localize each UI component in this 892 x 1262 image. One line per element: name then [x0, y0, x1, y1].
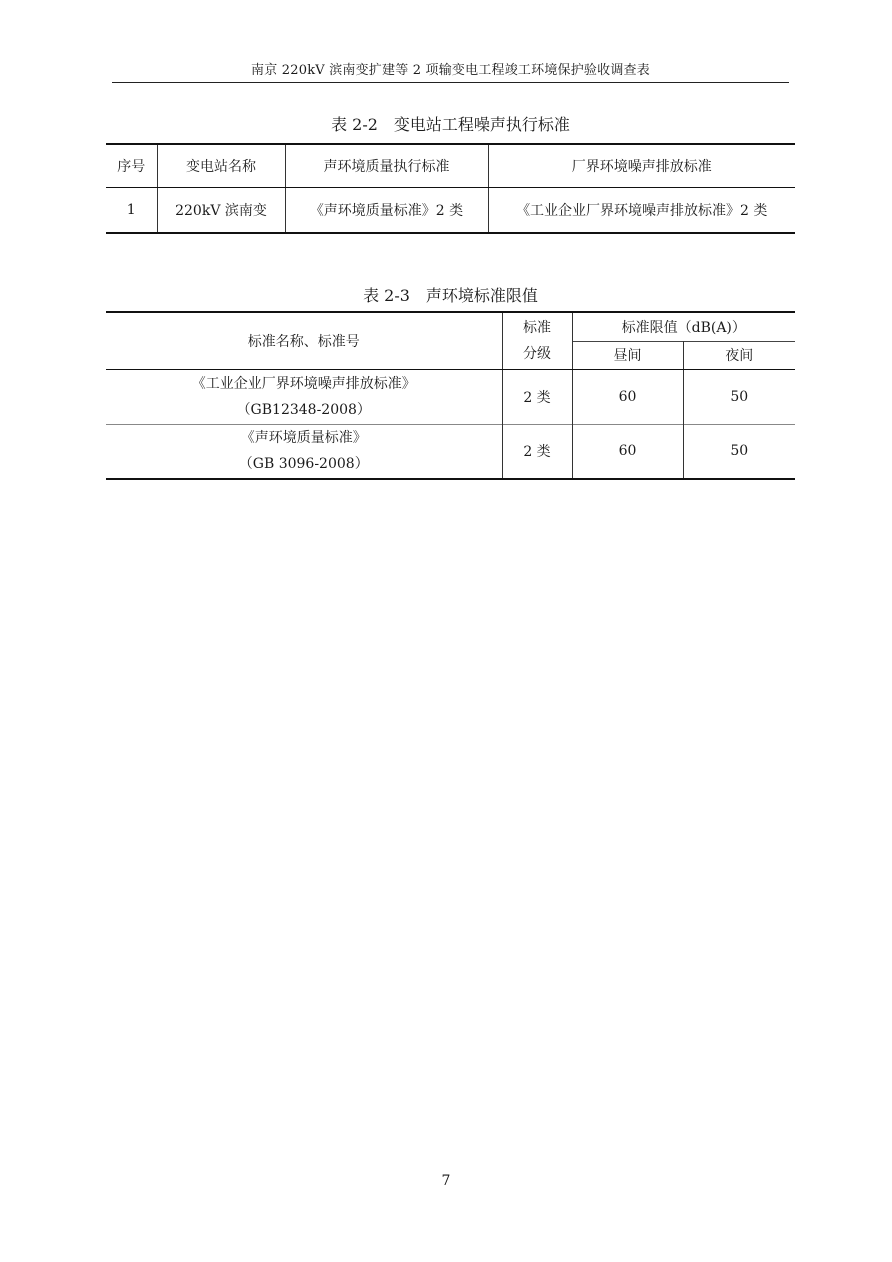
- cell-standard-name: [106, 369, 502, 424]
- cell-night-limit: 50: [683, 424, 795, 479]
- cell-day-limit: 60: [572, 369, 683, 424]
- cell-grade: 2 类: [502, 369, 572, 424]
- cell-grade: 2 类: [502, 424, 572, 479]
- table-row: [106, 369, 795, 424]
- grade-header-line2: 分级: [523, 345, 551, 362]
- cell-acoustic-quality-standard: 《声环境质量标准》2 类: [285, 187, 488, 233]
- grade-header-line1: 标准: [523, 319, 551, 336]
- cell-day-limit: 60: [572, 424, 683, 479]
- table-header-row: [106, 144, 795, 187]
- table-header-row: [106, 312, 795, 341]
- column-header-night: 夜间: [683, 341, 795, 369]
- column-header-limit: 标准限值（dB(A)）: [572, 312, 795, 341]
- table-2-3-caption: 表 2-3 声环境标准限值: [363, 286, 538, 305]
- column-header-day: 昼间: [572, 341, 683, 369]
- standard-name-title: 《工业企业厂界环境噪声排放标准》: [191, 375, 416, 392]
- cell-station-name: 220kV 滨南变: [157, 187, 285, 233]
- header-divider: [112, 82, 789, 83]
- standard-name-title: 《声环境质量标准》: [240, 430, 367, 447]
- page-header-title: 南京 220kV 滨南变扩建等 2 项输变电工程竣工环境保护验收调查表: [251, 63, 650, 78]
- table-row: [106, 424, 795, 479]
- table-2-2: [106, 143, 795, 234]
- cell-standard-name: [106, 424, 502, 479]
- cell-night-limit: 50: [683, 369, 795, 424]
- column-header-boundary-noise-standard: 厂界环境噪声排放标准: [488, 144, 795, 187]
- table-2-2-caption: 表 2-2 变电站工程噪声执行标准: [331, 115, 570, 134]
- column-header-index: 序号: [106, 144, 157, 187]
- standard-number: （GB12348-2008）: [236, 401, 371, 418]
- page-number: 7: [441, 1173, 451, 1189]
- column-header-acoustic-quality-standard: 声环境质量执行标准: [285, 144, 488, 187]
- cell-boundary-noise-standard: 《工业企业厂界环境噪声排放标准》2 类: [488, 187, 795, 233]
- standard-number: （GB 3096-2008）: [238, 456, 369, 473]
- column-header-grade: [502, 312, 572, 369]
- column-header-station-name: 变电站名称: [157, 144, 285, 187]
- table-row: [106, 187, 795, 233]
- table-2-3: [106, 311, 795, 480]
- cell-index: 1: [106, 187, 157, 233]
- column-header-standard-name: 标准名称、标准号: [106, 312, 502, 369]
